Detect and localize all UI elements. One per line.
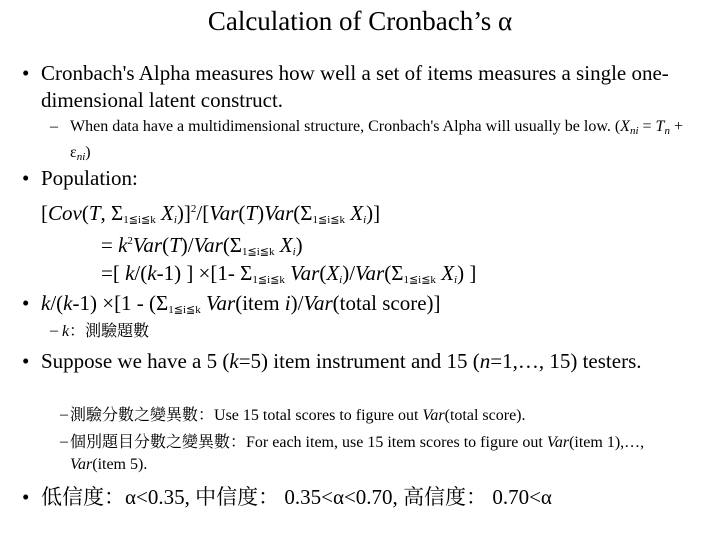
text-fragment: 0.35<α<0.70, xyxy=(279,485,404,509)
text-fragment: )/ xyxy=(342,261,356,285)
text-fragment: 個別題目分數之變異數： xyxy=(70,432,247,451)
subscript-ni: ni xyxy=(76,151,86,163)
text-fragment: Var xyxy=(193,233,223,257)
text-fragment: 1≦i≦k xyxy=(312,214,345,226)
text-fragment: 高信度： xyxy=(403,485,488,509)
sub-total-variance xyxy=(50,404,700,427)
bullet-text: Population: xyxy=(41,166,138,190)
text-fragment: (total score)] xyxy=(332,291,441,315)
close-paren: ) xyxy=(85,144,91,161)
text-fragment: i xyxy=(339,274,343,286)
dash-marker: – xyxy=(50,322,58,339)
sub-text xyxy=(62,320,700,343)
sub-text xyxy=(70,116,700,168)
text-fragment: i xyxy=(292,246,296,258)
text-fragment: Cov xyxy=(48,201,82,225)
text-fragment: 1≦i≦k xyxy=(123,214,156,226)
text-fragment: T xyxy=(245,201,258,225)
text-fragment: Var xyxy=(546,434,570,451)
text-fragment: α<0.35, xyxy=(125,485,196,509)
text-fragment: X xyxy=(279,233,293,257)
text-fragment: )] xyxy=(366,201,381,225)
text-fragment: X xyxy=(161,201,174,225)
text-fragment: Suppose we have a 5 ( xyxy=(41,349,230,373)
sub-item-variance xyxy=(50,431,700,476)
bullet-marker: • xyxy=(22,61,30,85)
slide-title: Calculation of Cronbach’s α xyxy=(207,6,513,36)
text-fragment: i xyxy=(363,214,367,226)
text-fragment: i xyxy=(454,274,458,286)
text-fragment: Var xyxy=(132,233,163,257)
text-fragment: Var xyxy=(209,201,239,225)
text-fragment: Var xyxy=(355,261,385,285)
bullet-marker: • xyxy=(22,349,30,373)
bullet-marker: • xyxy=(22,485,30,509)
bullet-reliability-levels xyxy=(22,484,702,511)
text-fragment: k xyxy=(147,261,157,285)
text-fragment: Var xyxy=(422,407,445,424)
sub-multidimensional-note xyxy=(50,116,700,168)
text-fragment: i xyxy=(284,291,291,315)
text-fragment: ) ] xyxy=(457,261,477,285)
dash-marker: – xyxy=(60,406,68,423)
bullet-example xyxy=(22,348,702,375)
text-fragment: i xyxy=(173,214,177,226)
sub-text-a: When data have a multidimensional structure, Cronbach's Alpha will usually be low. ( xyxy=(70,118,621,135)
text-fragment: X xyxy=(350,201,364,225)
text-fragment: (total score). xyxy=(444,407,526,424)
text-fragment: )/ xyxy=(290,291,304,315)
text-fragment: , Σ xyxy=(100,201,124,225)
text-fragment: 測驗分數之變異數： xyxy=(70,405,215,424)
text-fragment: (Σ xyxy=(293,201,313,225)
text-fragment: 2 xyxy=(190,203,197,215)
text-fragment: T xyxy=(88,201,101,225)
sub-text xyxy=(70,404,700,427)
text-fragment: k xyxy=(125,261,135,285)
text-fragment: ) xyxy=(257,201,265,225)
text-fragment: 0.70<α xyxy=(487,485,552,509)
text-fragment: 低信度： xyxy=(41,485,125,509)
text-fragment: = xyxy=(101,233,119,257)
text-fragment: ( xyxy=(319,261,327,285)
text-fragment: k xyxy=(62,323,70,340)
bullet-cronbach-definition xyxy=(22,60,702,114)
sub-k-definition xyxy=(50,320,700,343)
text-fragment: k xyxy=(229,349,239,373)
var-x: X xyxy=(620,118,630,135)
text-fragment: k xyxy=(41,291,51,315)
subscript-n: n xyxy=(664,125,670,137)
text-fragment: )/ xyxy=(180,233,194,257)
text-fragment: -1) ] ×[1- Σ xyxy=(156,261,253,285)
text-fragment: [ xyxy=(41,201,48,225)
subscript-ni: ni xyxy=(629,125,639,137)
text-fragment: Var xyxy=(206,291,236,315)
text-fragment: k xyxy=(118,233,128,257)
bullet-text xyxy=(41,484,702,511)
text-fragment: 1≦i≦k xyxy=(252,274,285,286)
text-fragment: =1,…, 15) testers. xyxy=(490,349,642,373)
text-fragment: /[ xyxy=(196,201,210,225)
text-fragment: Var xyxy=(303,291,333,315)
bullet-marker: • xyxy=(22,291,30,315)
var-t: T xyxy=(655,118,665,135)
text-fragment: ( xyxy=(162,233,170,257)
text-fragment: 2 xyxy=(127,235,133,247)
text-fragment: For each item, use 15 item scores to figure out xyxy=(246,434,547,451)
text-fragment: Var xyxy=(264,201,294,225)
text-fragment: (Σ xyxy=(384,261,404,285)
bullet-marker: • xyxy=(22,166,30,190)
text-fragment: n xyxy=(479,349,491,373)
equals: = xyxy=(638,118,656,135)
sub-text xyxy=(70,431,700,476)
dash-marker: – xyxy=(60,433,68,450)
text-fragment: 1≦i≦k xyxy=(242,246,275,258)
text-fragment: (item 1),…, xyxy=(569,434,645,451)
text-fragment: X xyxy=(441,261,455,285)
plus-epsilon: + ε xyxy=(70,118,683,161)
text-fragment: ( xyxy=(238,201,246,225)
text-fragment: T xyxy=(169,233,181,257)
text-fragment: =5) item instrument and 15 ( xyxy=(238,349,480,373)
dash-marker: – xyxy=(50,118,58,135)
bullet-text xyxy=(41,290,702,324)
text-fragment: ) xyxy=(295,233,303,257)
text-fragment: =[ xyxy=(101,261,126,285)
bullet-alpha-formula xyxy=(22,290,702,324)
text-fragment: -1) ×[1 - (Σ xyxy=(72,291,169,315)
text-fragment: X xyxy=(326,261,340,285)
bullet-text xyxy=(41,348,702,375)
text-fragment: Var xyxy=(70,456,93,473)
bullet-text: Cronbach's Alpha measures how well a set of items measures a single one-dimensional latent construct. xyxy=(41,61,669,112)
text-fragment: /( xyxy=(50,291,64,315)
text-fragment: )] xyxy=(176,201,191,225)
text-fragment: /( xyxy=(134,261,148,285)
text-fragment: Use 15 total scores to figure out xyxy=(214,407,423,424)
bullet-population xyxy=(22,165,702,192)
text-fragment: k xyxy=(63,291,73,315)
text-fragment: 中信度： xyxy=(195,485,280,509)
text-fragment: (Σ xyxy=(222,233,243,257)
text-fragment: (item xyxy=(235,291,285,315)
formula-line-3 xyxy=(101,260,476,294)
text-fragment: ( xyxy=(81,201,89,225)
text-fragment: 1≦i≦k xyxy=(168,304,201,316)
text-fragment: (item 5). xyxy=(92,456,148,473)
text-fragment: Var xyxy=(290,261,320,285)
text-fragment: ：測驗題數 xyxy=(69,321,150,340)
text-fragment: 1≦i≦k xyxy=(403,274,436,286)
